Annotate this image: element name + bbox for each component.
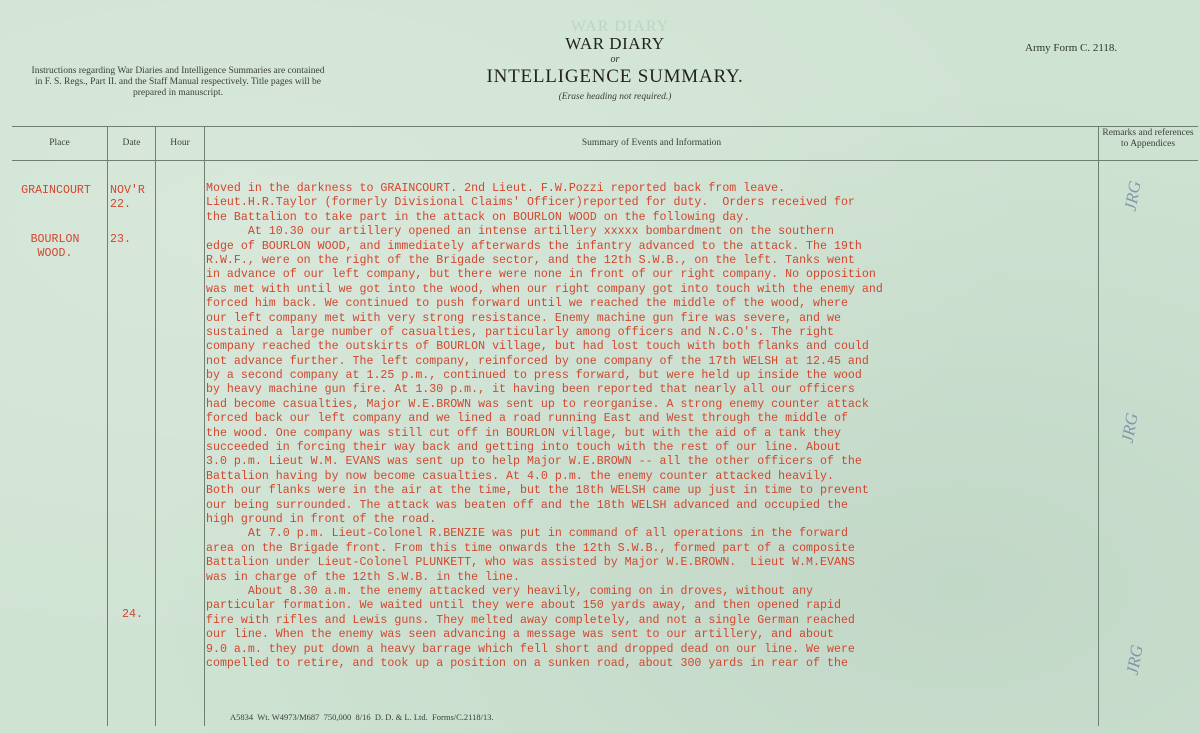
- title-war-diary: WAR DIARY: [565, 34, 665, 53]
- summary-line: About 8.30 a.m. the enemy attacked very heavily, coming on in droves, without any: [206, 584, 814, 598]
- summary-line: At 10.30 our artillery opened an intense artillery xxxxx bombardment on the southern: [206, 225, 834, 239]
- date-entry-24: 24.: [122, 608, 143, 621]
- instructions-note: Instructions regarding War Diaries and Intelligence Summaries are contained in F. S. Regs., Part II. and the Staff Manual respectively. Title pages will be prepared in manuscript.: [31, 66, 325, 98]
- column-header-date: Date: [122, 138, 141, 148]
- summary-of-events: [206, 182, 1096, 671]
- summary-line: edge of BOURLON WOOD, and immediately afterwards the infantry advanced to the attack. The 19th: [206, 239, 862, 253]
- summary-line: had become casualties, Major W.E.BROWN was sent up to reorganise. A strong enemy counter attack: [206, 397, 869, 411]
- summary-line: the Battalion to take part in the attack on BOURLON WOOD on the following day.: [206, 210, 751, 224]
- print-footer: A5834 Wt. W4973/M687 750,000 8/16 D. D. & L. Ltd. Forms/C.2118/13.: [230, 712, 494, 722]
- faint-heading-watermark: WAR DIARY: [570, 18, 670, 35]
- summary-line: by a second company at 1.25 p.m., continued to press forward, but were held up inside the wood: [206, 369, 862, 383]
- summary-line: our being surrounded. The attack was beaten off and the 18th WELSH advanced and occupied the: [206, 498, 848, 512]
- summary-line: Moved in the darkness to GRAINCOURT. 2nd Lieut. F.W.Pozzi reported back from leave.: [206, 182, 786, 195]
- form-number: Army Form C. 2118.: [1025, 42, 1118, 54]
- summary-line: succeeded in forcing their way back and getting into touch with the rest of our line. About: [206, 441, 841, 455]
- column-header-hour: Hour: [170, 138, 190, 148]
- summary-line: Battalion having by now become casualties. At 4.0 p.m. the enemy counter attacked heavily.: [206, 469, 834, 483]
- summary-line: particular formation. We waited until they were about 150 yards away, and then opened rapid: [206, 599, 841, 613]
- title-or: or: [610, 54, 620, 65]
- header-bottom-rule: [12, 160, 1198, 161]
- summary-line: was in charge of the 12th S.W.B. in the line.: [206, 570, 520, 584]
- summary-line: was met with until we got into the wood, when our right company got into touch with the enemy and: [206, 282, 883, 296]
- title-block: [440, 34, 790, 102]
- summary-line: fire with rifles and Lewis guns. They melted away completely, and not a single German reached: [206, 613, 855, 627]
- title-intelligence-summary: INTELLIGENCE SUMMARY.: [486, 66, 744, 87]
- summary-line: forced him back. We continued to push forward until we reached the middle of the wood, where: [206, 297, 848, 311]
- summary-line: Both our flanks were in the air at the time, but the 18th WELSH came up just in time to prevent: [206, 484, 869, 498]
- date-entry-23: 23.: [110, 233, 131, 246]
- summary-line: R.W.F., were on the right of the Brigade sector, and the 12th S.W.B., on the left. Tanks went: [206, 253, 855, 267]
- summary-line: 9.0 a.m. they put down a heavy barrage which fell short and dropped dead on our line. We were: [206, 642, 855, 656]
- summary-line: At 7.0 p.m. Lieut-Colonel R.BENZIE was put in command of all operations in the forward: [206, 527, 848, 541]
- place-entry-graincourt: GRAINCOURT: [21, 184, 91, 197]
- remarks-initials: JRG: [1120, 179, 1145, 213]
- summary-line: high ground in front of the road.: [206, 512, 437, 526]
- title-note: (Erase heading not required.): [558, 92, 672, 102]
- summary-line: the wood. One company was still cut off in BOURLON village, but with the aid of a tank they: [206, 426, 841, 440]
- column-header-place: Place: [49, 138, 70, 148]
- place-column-rule: [107, 126, 108, 726]
- place-entry-bourlon-wood: BOURLON WOOD.: [30, 233, 80, 261]
- summary-line: by heavy machine gun fire. At 1.30 p.m., it having been reported that nearly all our officers: [206, 383, 855, 397]
- summary-line: Lieut.H.R.Taylor (formerly Divisional Claims' Officer)reported for duty. Orders received for: [206, 196, 855, 210]
- summary-line: sustained a large number of casualties, particularly among officers and N.C.O's. The right: [206, 325, 834, 339]
- summary-line: not advance further. The left company, reinforced by one company of the 17th WELSH at 12.45 and: [206, 354, 869, 368]
- remarks-initials: JRG: [1117, 411, 1142, 445]
- summary-line: our line. When the enemy was seen advancing a message was sent to our artillery, and about: [206, 628, 834, 642]
- summary-line: our left company met with very strong resistance. Enemy machine gun fire was severe, and we: [206, 311, 841, 325]
- date-entry-nov-22: NOV'R 22.: [110, 184, 145, 212]
- summary-line: Battalion under Lieut-Colonel PLUNKETT, who was assisted by Major W.E.BROWN. Lieut W.M.EVANS: [206, 556, 855, 570]
- hour-column-rule: [204, 126, 205, 726]
- summary-line: company reached the outskirts of BOURLON village, but had lost touch with both flanks and could: [206, 340, 869, 354]
- summary-line: in advance of our left company, but there were none in front of our right company. No opposition: [206, 268, 876, 282]
- summary-column-rule: [1098, 126, 1099, 726]
- summary-line: forced back our left company and we lined a road running East and West through the middle of: [206, 412, 848, 426]
- summary-line: compelled to retire, and took up a position on a sunken road, about 300 yards in rear of the: [206, 656, 848, 670]
- date-column-rule: [155, 126, 156, 726]
- column-header-remarks: Remarks and references to Appendices: [1102, 128, 1194, 149]
- summary-line: 3.0 p.m. Lieut W.M. EVANS was sent up to help Major W.E.BROWN -- all the other officers of the: [206, 455, 862, 469]
- column-header-summary: Summary of Events and Information: [581, 138, 722, 148]
- table-top-rule: [12, 126, 1198, 127]
- summary-line: area on the Brigade front. From this time onwards the 12th S.W.B., formed part of a composite: [206, 541, 855, 555]
- remarks-initials: JRG: [1122, 643, 1147, 677]
